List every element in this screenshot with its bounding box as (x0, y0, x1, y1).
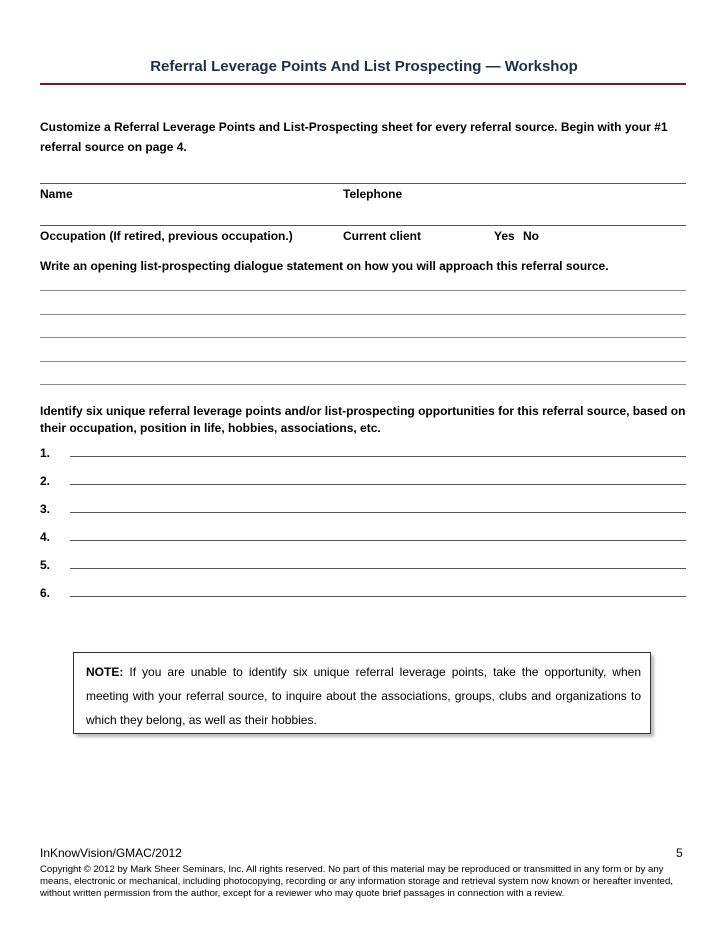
dialogue-line-1[interactable] (40, 290, 686, 291)
leverage-item-line-5[interactable] (70, 568, 686, 569)
leverage-item-number: 6. (40, 586, 51, 600)
leverage-item-line-3[interactable] (70, 512, 686, 513)
telephone-label: Telephone (343, 187, 403, 201)
current-client-label: Current client (343, 229, 422, 243)
dialogue-line-3[interactable] (40, 337, 686, 338)
leverage-item-number: 3. (40, 502, 51, 516)
note-label: NOTE: (86, 665, 124, 679)
page-number: 5 (676, 846, 683, 860)
dialogue-line-4[interactable] (40, 361, 686, 362)
note-text (86, 660, 641, 732)
leverage-item-line-2[interactable] (70, 484, 686, 485)
occupation-field-line[interactable] (40, 225, 686, 226)
no-option[interactable]: No (523, 229, 539, 243)
dialogue-line-5[interactable] (40, 384, 686, 385)
title-divider (40, 83, 686, 85)
dialogue-prompt: Write an opening list-prospecting dialogue statement on how you will approach this referral source. (40, 259, 609, 273)
leverage-item-line-6[interactable] (70, 596, 686, 597)
occupation-label: Occupation (If retired, previous occupation.) (40, 229, 293, 243)
leverage-item-number: 5. (40, 558, 51, 572)
intro-instructions: Customize a Referral Leverage Points and List-Prospecting sheet for every referral source. Begin with your #1 referral source on page 4. (40, 120, 668, 154)
leverage-item-line-1[interactable] (70, 456, 686, 457)
leverage-item-number: 4. (40, 530, 51, 544)
copyright-notice: Copyright © 2012 by Mark Sheer Seminars, Inc. All rights reserved. No part of this material may be reproduced or transmitted in any form or by any means, electronic or mechanical, including photocopying, recording or any information storage and retrieval system now known or hereafter invented, without written permission from the author, except for a reviewer who may quote brief passages in connection with a review. (40, 864, 673, 899)
leverage-item-number: 1. (40, 446, 51, 460)
yes-option[interactable]: Yes (494, 229, 515, 243)
leverage-prompt: Identify six unique referral leverage points and/or list-prospecting opportunities for this referral source, based on their occupation, position in life, hobbies, associations, etc. (40, 404, 686, 435)
footer-source: InKnowVision/GMAC/2012 (40, 846, 182, 860)
name-label: Name (40, 187, 73, 201)
dialogue-line-2[interactable] (40, 314, 686, 315)
page-title: Referral Leverage Points And List Prospecting — Workshop (150, 58, 578, 75)
name-field-line[interactable] (40, 183, 686, 184)
leverage-item-line-4[interactable] (70, 540, 686, 541)
note-box (73, 652, 651, 734)
note-body: If you are unable to identify six unique referral leverage points, take the opportunity, when meeting with your referral source, to inquire about the associations, groups, clubs and organizations to which they belong, as well as their hobbies. (86, 665, 641, 727)
leverage-item-number: 2. (40, 474, 51, 488)
